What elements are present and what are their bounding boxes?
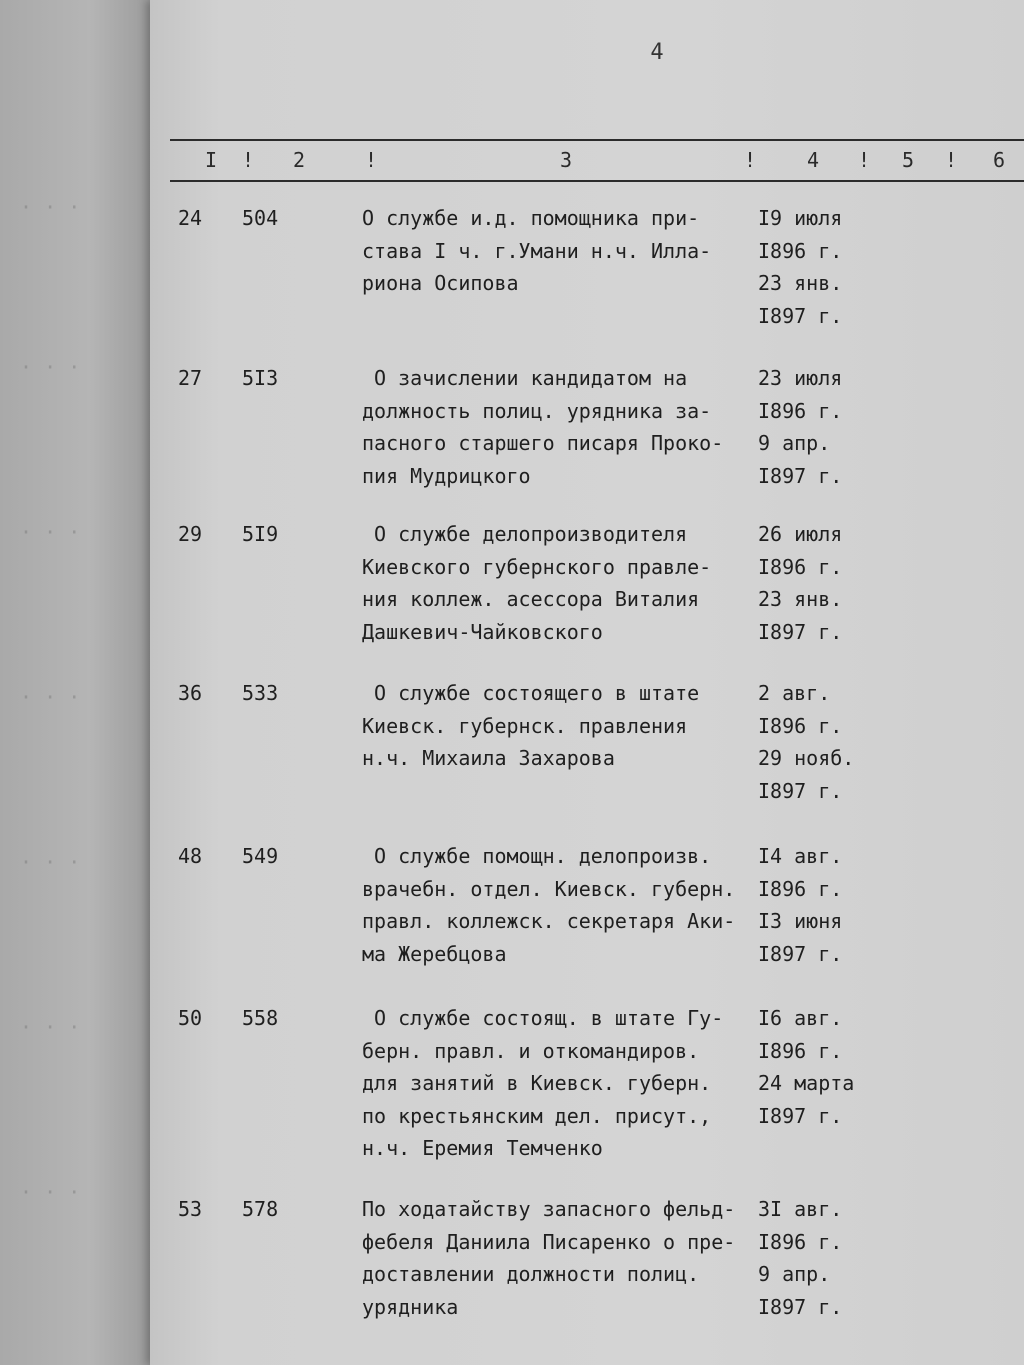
- description-line: О службе и.д. помощника при-: [362, 206, 700, 230]
- row-number: 50: [178, 1006, 203, 1030]
- header-top-rule: [170, 139, 1024, 141]
- row-description: [362, 1193, 762, 1323]
- row-dates: [758, 840, 878, 970]
- description-line: по крестьянским дел. присут.,: [362, 1103, 712, 1128]
- date-line: I897 г.: [758, 1103, 843, 1128]
- document-number: 533: [242, 681, 279, 705]
- description-line: О зачислении кандидатом на: [362, 366, 688, 390]
- header-col-4: 4: [807, 148, 820, 172]
- row-description: [362, 518, 762, 648]
- row-dates: [758, 518, 878, 648]
- bleed-through-mark: · · ·: [20, 195, 81, 219]
- date-line: I896 г.: [758, 713, 843, 738]
- description-line: О службе состоящего в штате: [362, 681, 700, 705]
- description-line: н.ч. Михаила Захарова: [362, 746, 615, 770]
- date-line: I897 г.: [758, 463, 843, 488]
- date-line: I897 г.: [758, 303, 843, 328]
- description-line: О службе делопроизводителя: [362, 522, 688, 546]
- description-line: Киевск. губернск. правления: [362, 713, 688, 738]
- document-number: 578: [242, 1197, 279, 1221]
- row-dates: [758, 677, 878, 807]
- previous-page-edge: [0, 0, 150, 1365]
- date-line: I896 г.: [758, 876, 843, 901]
- description-line: для занятий в Киевск. губерн.: [362, 1071, 712, 1095]
- row-description: [362, 362, 762, 492]
- date-line: I3 июня: [758, 909, 843, 933]
- document-page: [150, 0, 1024, 1365]
- description-line: должность полиц. урядника за-: [362, 398, 712, 423]
- description-line: По ходатайству запасного фельд-: [362, 1197, 736, 1221]
- row-dates: [758, 1193, 878, 1323]
- date-line: 23 янв.: [758, 587, 843, 611]
- row-dates: [758, 362, 878, 492]
- row-description: [362, 840, 762, 970]
- date-line: 3I авг.: [758, 1197, 843, 1221]
- header-separator: !: [858, 148, 871, 172]
- header-separator: !: [945, 148, 958, 172]
- date-line: I896 г.: [758, 1038, 843, 1063]
- date-line: I897 г.: [758, 1294, 843, 1319]
- date-line: 29 нояб.: [758, 746, 855, 770]
- page-number: 4: [650, 40, 664, 65]
- document-number: 504: [242, 206, 279, 230]
- bleed-through-mark: · · ·: [20, 520, 81, 544]
- date-line: I897 г.: [758, 778, 843, 803]
- description-line: ния коллеж. асессора Виталия: [362, 587, 700, 611]
- description-line: н.ч. Еремия Темченко: [362, 1136, 603, 1160]
- header-col-6: 6: [993, 148, 1006, 172]
- document-number: 558: [242, 1006, 279, 1030]
- description-line: берн. правл. и откомандиров.: [362, 1038, 700, 1063]
- date-line: I897 г.: [758, 619, 843, 644]
- description-line: Дашкевич-Чайковского: [362, 619, 603, 644]
- description-line: О службе помощн. делопроизв.: [362, 844, 712, 868]
- header-separator: !: [365, 148, 378, 172]
- date-line: 9 апр.: [758, 431, 831, 455]
- date-line: 23 янв.: [758, 271, 843, 295]
- row-number: 48: [178, 844, 203, 868]
- row-description: [362, 677, 762, 775]
- date-line: I4 авг.: [758, 844, 843, 868]
- header-separator: !: [242, 148, 255, 172]
- date-line: I9 июля: [758, 206, 843, 230]
- date-line: I6 авг.: [758, 1006, 843, 1030]
- description-line: доставлении должности полиц.: [362, 1262, 700, 1286]
- bleed-through-mark: · · ·: [20, 355, 81, 379]
- description-line: Киевского губернского правле-: [362, 554, 712, 579]
- description-line: ма Жеребцова: [362, 941, 507, 966]
- date-line: I896 г.: [758, 398, 843, 423]
- description-line: фебеля Даниила Писаренко о пре-: [362, 1229, 736, 1254]
- date-line: I897 г.: [758, 941, 843, 966]
- bleed-through-mark: · · ·: [20, 850, 81, 874]
- description-line: врачебн. отдел. Киевск. губерн.: [362, 876, 736, 901]
- bleed-through-mark: · · ·: [20, 1015, 81, 1039]
- header-col-2: 2: [293, 148, 306, 172]
- document-number: 5I9: [242, 522, 279, 546]
- description-line: урядника: [362, 1294, 459, 1319]
- date-line: I896 г.: [758, 1229, 843, 1254]
- date-line: I896 г.: [758, 554, 843, 579]
- row-number: 24: [178, 206, 203, 230]
- date-line: 23 июля: [758, 366, 843, 390]
- header-separator: !: [744, 148, 757, 172]
- bleed-through-mark: · · ·: [20, 1180, 81, 1204]
- description-line: риона Осипова: [362, 271, 519, 295]
- date-line: 2 авг.: [758, 681, 831, 705]
- date-line: 24 марта: [758, 1071, 855, 1095]
- description-line: пасного старшего писаря Проко-: [362, 431, 724, 455]
- date-line: 26 июля: [758, 522, 843, 546]
- row-number: 36: [178, 681, 203, 705]
- description-line: става I ч. г.Умани н.ч. Илла-: [362, 238, 712, 263]
- bleed-through-mark: · · ·: [20, 685, 81, 709]
- header-col-3: 3: [560, 148, 573, 172]
- row-dates: [758, 1002, 878, 1132]
- row-number: 53: [178, 1197, 203, 1221]
- row-number: 29: [178, 522, 203, 546]
- document-number: 549: [242, 844, 279, 868]
- description-line: пия Мудрицкого: [362, 463, 531, 488]
- header-col-5: 5: [902, 148, 915, 172]
- table-header: [150, 148, 1024, 178]
- row-description: [362, 1002, 762, 1165]
- header-col-1: I: [205, 148, 218, 172]
- row-description: [362, 202, 762, 300]
- date-line: I896 г.: [758, 238, 843, 263]
- description-line: О службе состоящ. в штате Гу-: [362, 1006, 724, 1030]
- row-number: 27: [178, 366, 203, 390]
- row-dates: [758, 202, 878, 332]
- header-bottom-rule: [170, 180, 1024, 182]
- document-number: 5I3: [242, 366, 279, 390]
- description-line: правл. коллежск. секретаря Аки-: [362, 909, 736, 933]
- date-line: 9 апр.: [758, 1262, 831, 1286]
